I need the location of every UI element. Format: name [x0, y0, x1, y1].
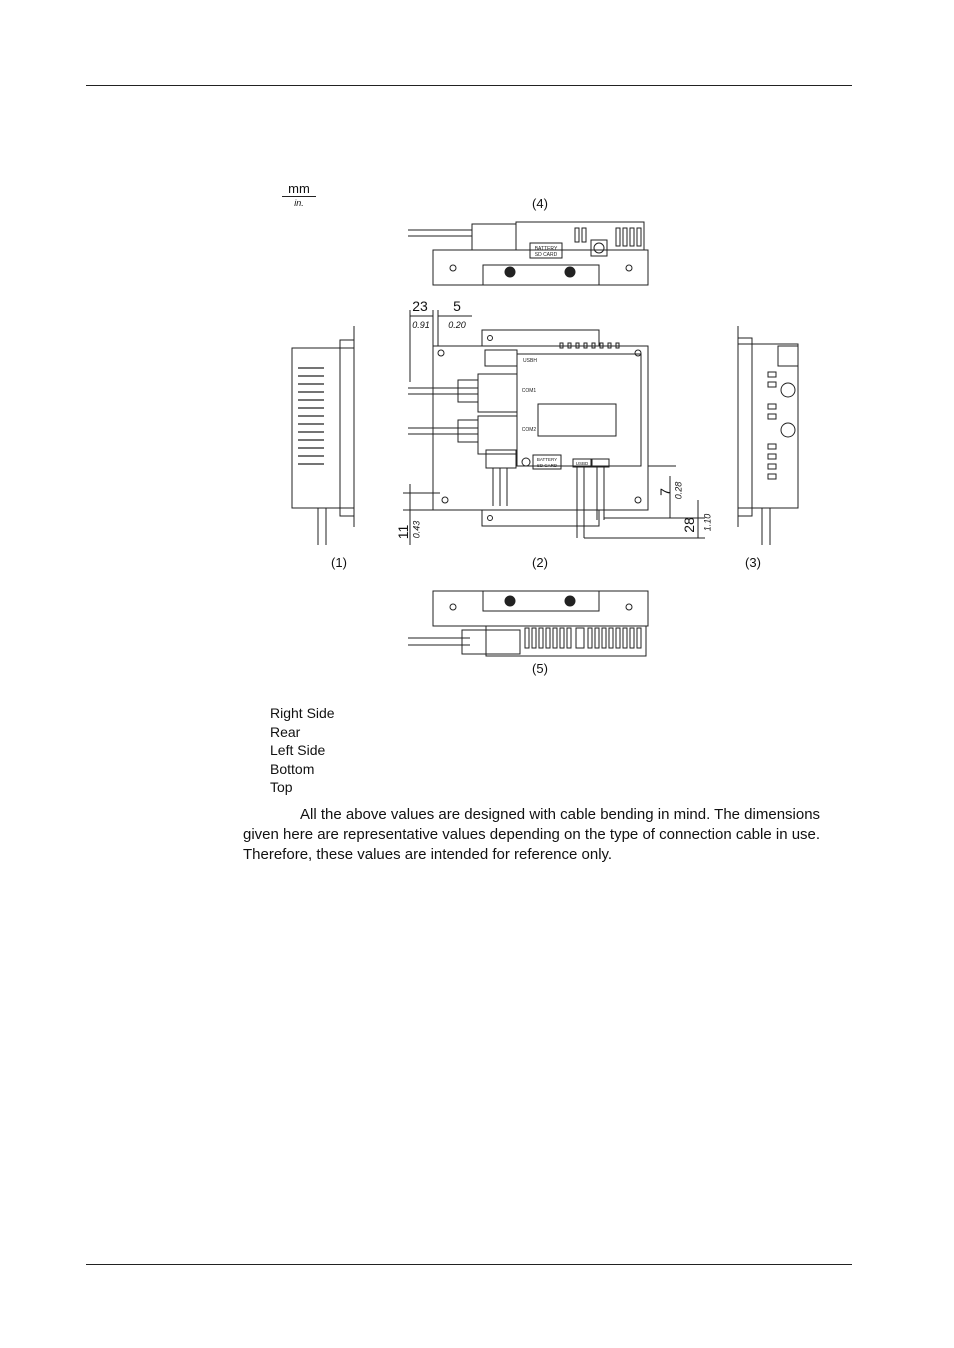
rear-round-port [522, 458, 530, 466]
side3-top-block [778, 346, 798, 366]
side3-body [738, 344, 798, 508]
rear-bracket-bottom [482, 510, 599, 526]
side3-vents [768, 372, 776, 479]
dim-23-mm: 23 [412, 298, 428, 314]
top-view-battery-text: BATTERY [534, 246, 558, 252]
side1-vents [298, 368, 324, 464]
legend-item-1: Right Side [270, 705, 335, 721]
dim-28-in: 1.10 [702, 513, 713, 532]
legend-item-5: Top [270, 779, 293, 795]
rear-knob-bottom [488, 516, 493, 521]
top-view-sdcard-text: SD CARD [534, 252, 558, 258]
rear-inner-panel [517, 354, 641, 466]
bottom-view-knob-right [565, 596, 575, 606]
rear-screw-tl [438, 350, 444, 356]
legend-item-3: Left Side [270, 742, 326, 758]
rear-power-connector [486, 450, 516, 468]
top-view-4 [408, 222, 648, 285]
rear-screw-tr [635, 350, 641, 356]
top-view-cable-plug [472, 224, 516, 250]
top-view-screw-left [450, 265, 456, 271]
dim-23-in: 0.91 [412, 320, 430, 330]
rear-screw-br [635, 497, 641, 503]
side3-knob-2 [781, 423, 795, 437]
top-view-screw-right [626, 265, 632, 271]
view-label-4: (4) [532, 196, 548, 211]
dim-11-in: 0.43 [411, 520, 422, 539]
rear-usbh-connector [485, 350, 517, 366]
rear-knob-top [488, 336, 493, 341]
rear-com2-connector [478, 416, 517, 454]
view-label-5: (5) [532, 661, 548, 676]
unit-mm: mm [282, 181, 316, 197]
rear-battery-text: BATTERY [536, 457, 558, 462]
dim-5-mm: 5 [453, 298, 461, 314]
top-view-port-square [591, 240, 607, 256]
bottom-view-body [433, 591, 648, 626]
top-view-knob-right [565, 267, 575, 277]
view-label-1: (1) [331, 555, 347, 570]
bottom-view-bracket [483, 591, 599, 611]
side3-knob-1 [781, 383, 795, 397]
dim-28-mm: 28 [681, 517, 697, 533]
bottom-view-plug [462, 630, 520, 654]
bottom-view-screw-right [626, 604, 632, 610]
rear-com1-connector [478, 374, 517, 412]
rear-com2-text: COM2 [521, 427, 537, 433]
rear-label-area [538, 404, 616, 436]
top-view-bracket [483, 265, 599, 285]
dim-7-mm: 7 [657, 488, 673, 496]
rear-plug-2 [458, 420, 478, 442]
side-view-1 [292, 326, 354, 545]
side1-body [292, 348, 354, 508]
top-view-port-circle [594, 243, 604, 253]
dim-11-mm: 11 [395, 524, 411, 540]
top-view-vents [575, 228, 641, 246]
bottom-view-screw-left [450, 604, 456, 610]
rear-usbd-text: USBD [575, 461, 589, 466]
rear-screw-bl [442, 497, 448, 503]
dim-5-in: 0.20 [448, 320, 466, 330]
dim-7-in: 0.28 [673, 481, 684, 500]
top-view-knob-left [505, 267, 515, 277]
rear-sdcard-text: SD CARD [536, 463, 558, 468]
side3-panel [738, 338, 752, 516]
bottom-view-5 [408, 591, 648, 656]
rear-view-2 [403, 310, 705, 545]
view-label-2: (2) [532, 555, 548, 570]
rear-bracket-top [482, 330, 599, 346]
rear-usbh-text: USBH [523, 358, 537, 364]
rear-plug-1 [458, 380, 478, 402]
view-legend [270, 704, 335, 797]
bottom-view-vents [525, 628, 641, 648]
reference-note: All the above values are designed with cable bending in mind. The dimensions given here are representative values depending on the type of connection cable in use. Therefore, these values are intended for reference only. [243, 806, 821, 863]
unit-in: in. [294, 198, 304, 208]
view-label-3: (3) [745, 555, 761, 570]
side1-panel [340, 340, 354, 516]
rear-com1-text: COM1 [521, 388, 537, 394]
legend-item-2: Rear [270, 723, 301, 740]
bottom-view-knob-left [505, 596, 515, 606]
legend-item-4: Bottom [270, 760, 315, 777]
side-view-3 [738, 326, 798, 545]
